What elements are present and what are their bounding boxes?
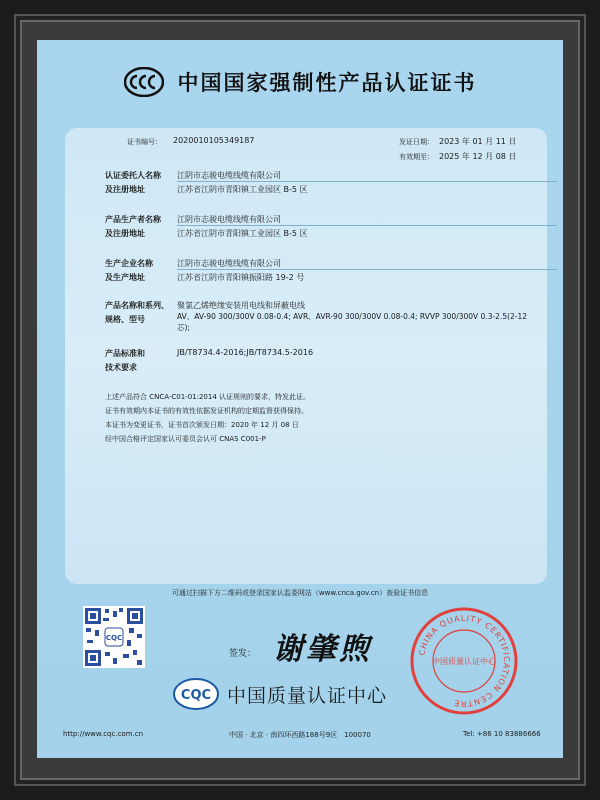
signature [273, 624, 372, 668]
signature-label: 签发： [229, 649, 257, 659]
statement-line: 证书有效期内本证书的有效性依据发证机构的定期监督获得保持。 [105, 407, 308, 415]
page-title: 中国国家强制性产品认证证书 [177, 71, 477, 95]
applicant-label: 认证委托人名称 [105, 171, 161, 180]
ccc-logo-icon [124, 67, 164, 97]
divider [177, 181, 557, 182]
product-models-cont: 芯); [177, 323, 190, 332]
footer-address: 中国 · 北京 · 南四环西路188号9区 100070 [229, 731, 371, 739]
org-brand [173, 676, 387, 712]
org-name: 中国质量认证中心 [227, 684, 388, 707]
standard-value: JB/T8734.4-2016;JB/T8734.5-2016 [177, 348, 314, 357]
divider [177, 225, 557, 226]
footer-tel: Tel: +86 10 83886666 [463, 730, 541, 738]
standard-label-2: 技术要求 [105, 363, 137, 372]
divider [177, 269, 557, 270]
applicant-name: 江阴市志骏电缆线缆有限公司 [177, 171, 281, 180]
producer-address: 江苏省江阴市青阳镇工业园区 B-5 区 [177, 229, 308, 238]
title-row [37, 64, 563, 100]
statement-line: 上述产品符合 CNCA-C01-01:2014 认证规则的要求，特发此证。 [105, 393, 311, 401]
certificate-paper [37, 40, 563, 758]
official-seal [409, 606, 519, 716]
verification-notice: 可通过扫描下方二维码或登录国家认监委网站（www.cnca.gov.cn）查验证书信息 [171, 589, 429, 597]
product-label: 产品名称和系列、 [105, 301, 169, 310]
cert-number-label: 证书编号： [127, 138, 162, 146]
product-models: AV、AV-90 300/300V 0.08-0.4; AVR、AVR-90 300/300V 0.08-0.4; RVVP 300/300V 0.3-2.5(2-12 [177, 312, 528, 321]
standard-label: 产品标准和 [105, 349, 145, 358]
expiry-date: 2025 年 12 月 08 日 [439, 152, 517, 161]
cert-number: 2020010105349187 [173, 136, 255, 145]
svg-text:CQC: CQC [180, 688, 212, 703]
signature-name: 谢肇煦 [273, 632, 372, 667]
applicant-label-2: 及注册地址 [105, 185, 145, 194]
producer-label-2: 及注册地址 [105, 229, 145, 238]
statement-line: 本证书为变更证书，证书首次颁发日期：2020 年 12 月 08 日 [105, 421, 299, 429]
certificate-panel [65, 128, 547, 584]
issue-date-label: 发证日期： [399, 138, 434, 146]
applicant-address: 江苏省江阴市青阳镇工业园区 B-5 区 [177, 185, 308, 194]
svg-text:CQC: CQC [105, 634, 123, 642]
factory-label: 生产企业名称 [105, 259, 153, 268]
factory-address: 江苏省江阴市青阳镇振阳路 19-2 号 [177, 273, 305, 282]
svg-text:中国质量认证中心: 中国质量认证中心 [432, 657, 496, 666]
footer-website[interactable]: http://www.cqc.com.cn [63, 730, 144, 738]
product-name: 聚氯乙烯绝缘安装用电线和屏蔽电线 [177, 301, 305, 310]
factory-name: 江阴市志骏电缆线缆有限公司 [177, 259, 281, 268]
svg-text:CHINA QUALITY CERTIFICATION CE: CHINA QUALITY CERTIFICATION CENTRE [417, 613, 512, 709]
producer-label: 产品生产者名称 [105, 215, 161, 224]
product-label-2: 规格、型号 [105, 315, 145, 324]
statement-line: 经中国合格评定国家认可委员会认可 CNAS C001-P [105, 435, 266, 443]
cqc-logo-icon [173, 678, 219, 710]
expiry-date-label: 有效期至： [399, 153, 434, 161]
factory-label-2: 及生产地址 [105, 273, 145, 282]
producer-name: 江阴市志骏电缆线缆有限公司 [177, 215, 281, 224]
issue-date: 2023 年 01 月 11 日 [439, 137, 517, 146]
qr-code-icon[interactable] [83, 606, 145, 668]
